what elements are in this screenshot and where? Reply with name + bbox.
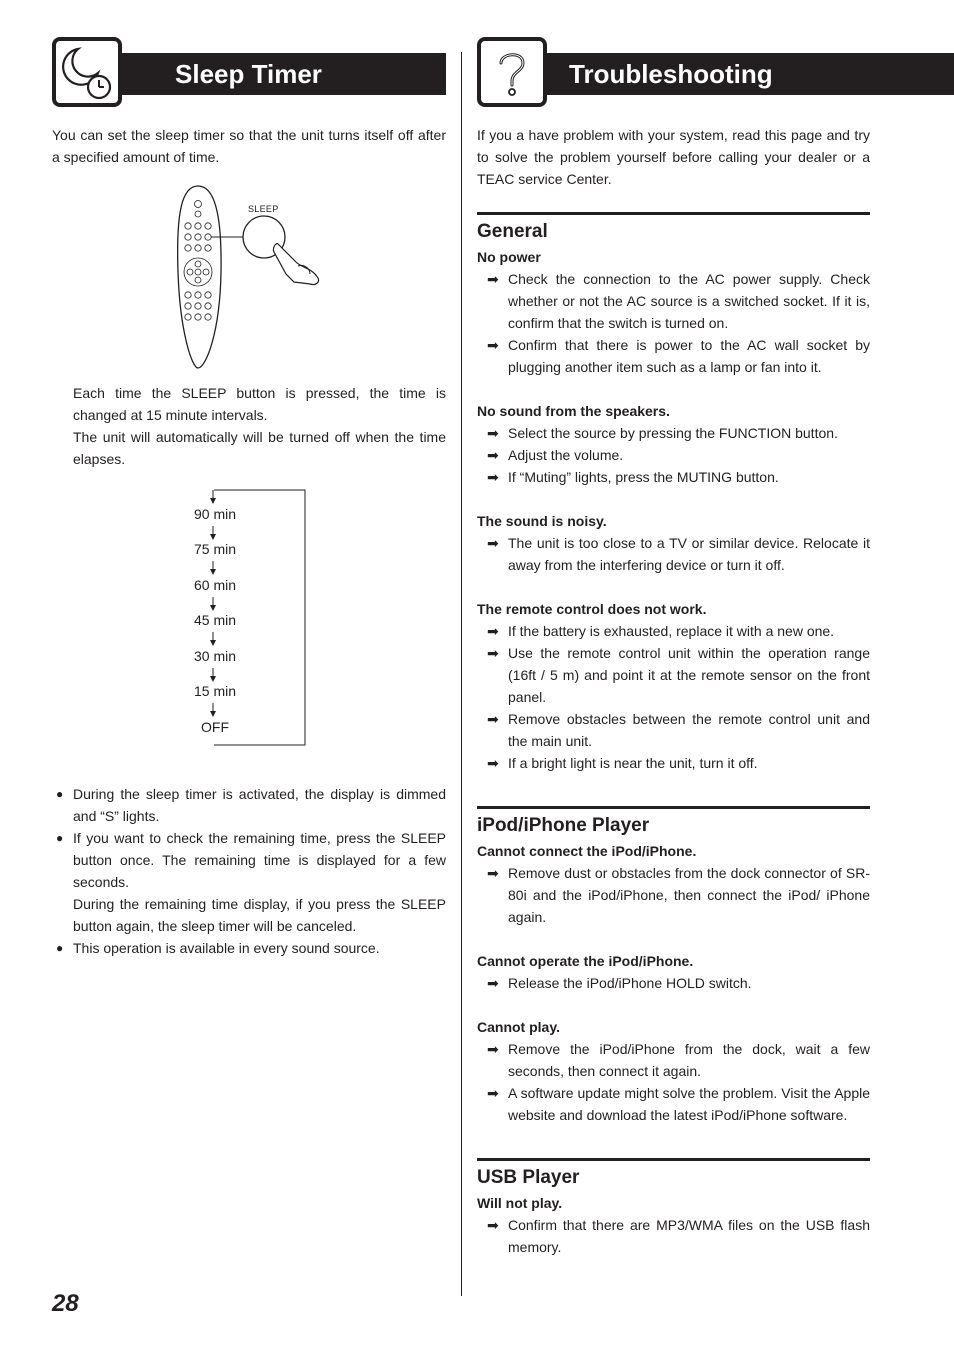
troubleshooting-content (477, 212, 870, 1258)
problem-title: No power (477, 249, 541, 265)
column-divider (461, 52, 462, 1296)
sequence-step: 45 min (193, 612, 237, 628)
troubleshooting-title: Troubleshooting (569, 59, 773, 89)
solution-text: Remove the iPod/iPhone from the dock, wait a few seconds, then connect it again. (508, 1041, 870, 1079)
right-arrow-icon: ➡ (487, 755, 499, 771)
question-mark-icon (477, 37, 547, 107)
right-arrow-icon: ➡ (487, 1041, 499, 1057)
remote-illustration (170, 182, 330, 370)
solution-item (477, 422, 870, 444)
solution-text: Confirm that there are MP3/WMA files on the USB flash memory. (508, 1217, 870, 1255)
sleep-timer-title: Sleep Timer (175, 59, 322, 89)
right-arrow-icon: ➡ (487, 1085, 499, 1101)
bullet-item (52, 937, 446, 959)
problem-title: Cannot connect the iPod/iPhone. (477, 843, 697, 859)
problem-title: Will not play. (477, 1195, 563, 1211)
bullet-text: This operation is available in every sound source. (73, 940, 380, 956)
problem-title: The remote control does not work. (477, 601, 707, 617)
solution-text: The unit is too close to a TV or similar device. Relocate it away from the interfering device or turn it off. (508, 535, 870, 573)
solution-item (477, 862, 870, 928)
solution-item (477, 1082, 870, 1126)
solution-item (477, 752, 870, 774)
problem-title: The sound is noisy. (477, 513, 607, 529)
right-arrow-icon: ➡ (487, 337, 499, 353)
page-number: 28 (52, 1290, 79, 1317)
bullet-continuation: During the remaining time display, if you press the SLEEP button again, the sleep timer will be canceled. (73, 896, 446, 934)
sleep-timer-intro: You can set the sleep timer so that the unit turns itself off after a specified amount of time. (52, 127, 446, 165)
solution-text: Check the connection to the AC power supply. Check whether or not the AC source is a switched socket. If it is, confirm that the switch is turned on. (508, 271, 870, 331)
bullet-text: During the sleep timer is activated, the display is dimmed and “S” lights. (73, 786, 446, 824)
solution-text: Release the iPod/iPhone HOLD switch. (508, 975, 752, 991)
right-arrow-icon: ➡ (487, 425, 499, 441)
problem-title: Cannot operate the iPod/iPhone. (477, 953, 694, 969)
sleep-para-2: The unit will automatically will be turned off when the time elapses. (73, 429, 446, 467)
sequence-step: OFF (201, 719, 229, 735)
sequence-step: 90 min (193, 506, 237, 522)
solution-text: Confirm that there is power to the AC wall socket by plugging another item such as a lamp or fan into it. (508, 337, 870, 375)
solution-text: Use the remote control unit within the operation range (16ft / 5 m) and point it at the remote sensor on the front panel. (508, 645, 870, 705)
section-rule (477, 1158, 870, 1161)
solution-text: If the battery is exhausted, replace it with a new one. (508, 623, 835, 639)
right-arrow-icon: ➡ (487, 711, 499, 727)
solution-item (477, 532, 870, 576)
right-arrow-icon: ➡ (487, 535, 499, 551)
solution-text: Remove obstacles between the remote control unit and the main unit. (508, 711, 870, 749)
section-rule (477, 212, 870, 215)
bullet-dot-icon: ● (56, 787, 64, 801)
right-arrow-icon: ➡ (487, 623, 499, 639)
solution-item (477, 1214, 870, 1258)
section-title: USB Player (477, 1167, 580, 1188)
solution-item (477, 466, 870, 488)
solution-item (477, 1038, 870, 1082)
solution-item (477, 444, 870, 466)
bullet-item (52, 827, 446, 893)
solution-item (477, 268, 870, 334)
sleep-para-1: Each time the SLEEP button is pressed, the time is changed at 15 minute intervals. (73, 385, 446, 423)
sleep-sequence-diagram (180, 488, 310, 750)
solution-item (477, 972, 870, 994)
troubleshooting-intro: If you a have problem with your system, read this page and try to solve the problem yourself before calling your dealer or a TEAC service Center. (477, 127, 870, 187)
section-rule (477, 806, 870, 809)
right-arrow-icon: ➡ (487, 271, 499, 287)
right-arrow-icon: ➡ (487, 447, 499, 463)
solution-item (477, 642, 870, 708)
bullet-text: If you want to check the remaining time, press the SLEEP button once. The remaining time is displayed for a few seconds. (73, 830, 446, 890)
right-arrow-icon: ➡ (487, 865, 499, 881)
sleep-button-label: SLEEP (248, 204, 279, 214)
right-arrow-icon: ➡ (487, 645, 499, 661)
solution-text: Adjust the volume. (508, 447, 624, 463)
solution-text: Select the source by pressing the FUNCTION button. (508, 425, 838, 441)
solution-item (477, 708, 870, 752)
moon-clock-icon (52, 37, 122, 107)
section-title: General (477, 221, 548, 242)
solution-text: If a bright light is near the unit, turn it off. (508, 755, 758, 771)
problem-title: Cannot play. (477, 1019, 560, 1035)
right-arrow-icon: ➡ (487, 1217, 499, 1233)
section-ipod-iphone (477, 806, 870, 1158)
section-usb-player (477, 1158, 870, 1258)
sleep-notes (52, 783, 446, 959)
section-title: iPod/iPhone Player (477, 815, 650, 836)
right-arrow-icon: ➡ (487, 975, 499, 991)
right-arrow-icon: ➡ (487, 469, 499, 485)
solution-item (477, 334, 870, 378)
bullet-dot-icon: ● (56, 831, 64, 845)
bullet-dot-icon: ● (56, 941, 64, 955)
sleep-description (73, 382, 446, 470)
sequence-step: 30 min (193, 648, 237, 664)
solution-item (477, 620, 870, 642)
solution-text: Remove dust or obstacles from the dock connector of SR-80i and the iPod/iPhone, then connect the iPod/ iPhone again. (508, 865, 870, 925)
problem-title: No sound from the speakers. (477, 403, 670, 419)
sequence-step: 60 min (193, 577, 237, 593)
section-general (477, 212, 870, 806)
solution-text: If “Muting” lights, press the MUTING button. (508, 469, 779, 485)
bullet-item (52, 783, 446, 827)
sequence-step: 15 min (193, 683, 237, 699)
solution-text: A software update might solve the problem. Visit the Apple website and download the latest iPod/iPhone software. (508, 1085, 870, 1123)
sequence-step: 75 min (193, 541, 237, 557)
